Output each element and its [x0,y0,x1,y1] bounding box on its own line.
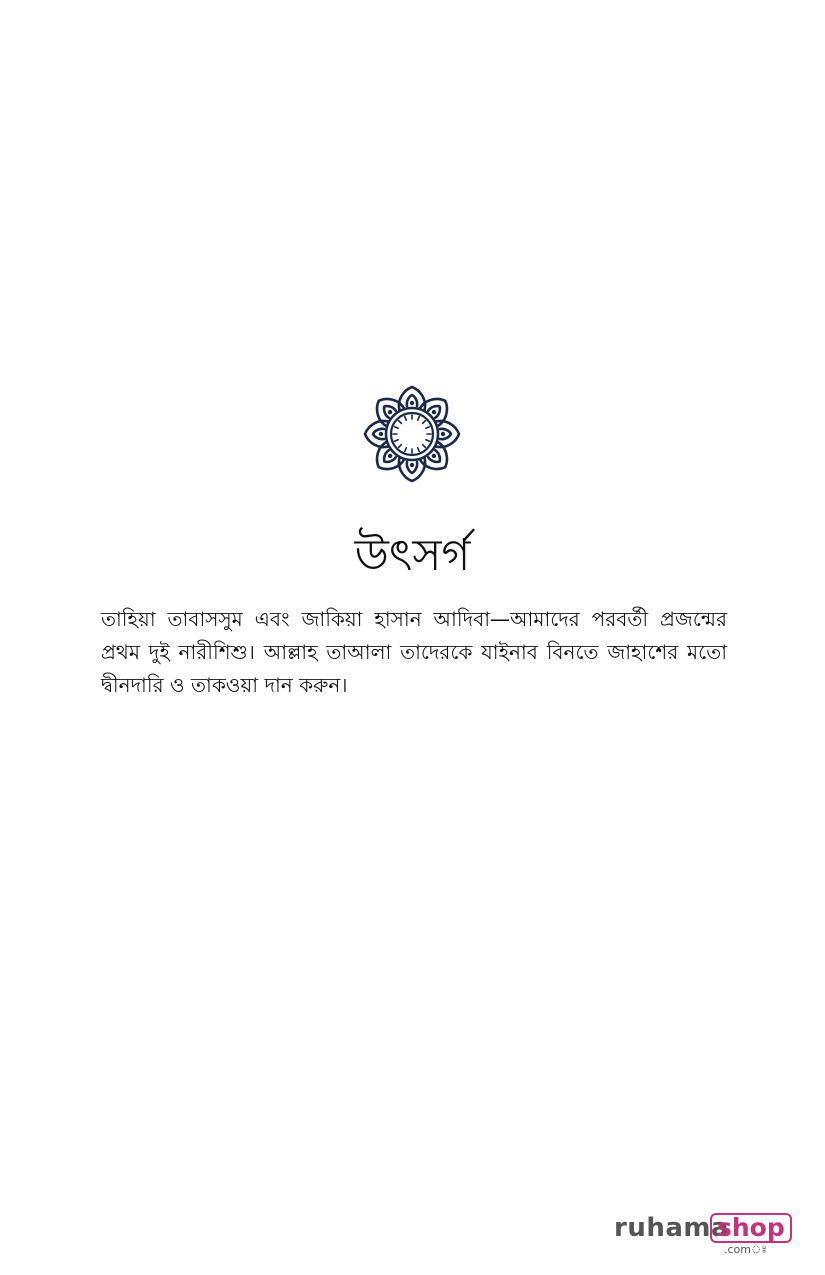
ornament-dot [432,454,436,458]
dedication-paragraph: তাহিয়া তাবাসসুম এবং জাকিয়া হাসান আদিবা—আমাদের পরবর্তী প্রজন্মের প্রথম দুই নারীশিশু। আল্লাহ তাআলা তাদেরকে যাইনাব বিনতে জাহাশের মতো দ্বীনদারি ও তাকওয়া দান করুন। [101,607,727,697]
ornament-dot [432,410,436,414]
publisher-logo [614,1212,785,1260]
logo-shop-badge: shop [710,1213,792,1243]
logo-wordmark: ruhama [614,1213,730,1243]
ornament-dot [379,432,383,436]
ornament-dot [388,454,392,458]
page-title: উৎসর্গ [354,530,471,581]
ornament-dot [441,432,445,436]
floral-mandala-icon [362,384,462,484]
ornament-dot [410,401,414,405]
ornament-dot [410,463,414,467]
logo-domain: .comঃ [724,1243,768,1256]
ornament-dot [388,410,392,414]
